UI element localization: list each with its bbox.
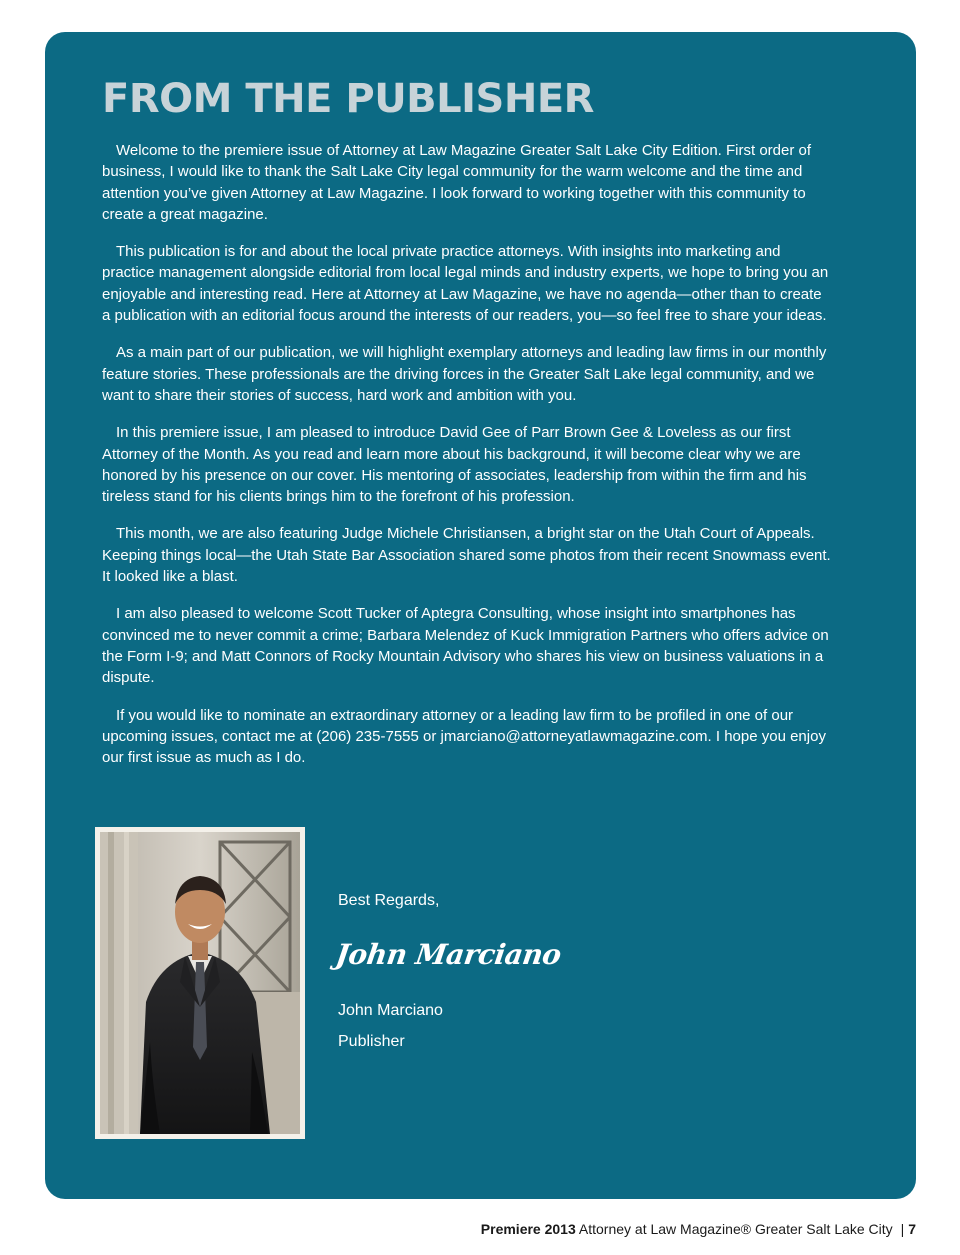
footer-separator: | xyxy=(900,1221,905,1237)
page-title: FROM THE PUBLISHER xyxy=(102,76,594,122)
letter-body xyxy=(102,140,833,784)
publisher-signature: John Marciano xyxy=(333,938,563,971)
publisher-name: John Marciano xyxy=(338,1002,443,1019)
closing-regards: Best Regards, xyxy=(338,892,440,909)
paragraph-features: As a main part of our publication, we will highlight exemplary attorneys and leading law firms in our monthly feature stories. These professionals are the driving forces in the Greater Salt Lake legal community, and we want to share their stories of success, hard work and ambition with you. xyxy=(102,344,827,404)
paragraph-welcome: Welcome to the premiere issue of Attorney at Law Magazine Greater Salt Lake City Edition. First order of business, I would like to thank the Salt Lake City legal community for the warm welcome and the time and attention you’ve given Attorney at Law Magazine. I look forward to working together with this community to create a great magazine. xyxy=(102,142,812,223)
paragraph-this-month: This month, we are also featuring Judge Michele Christiansen, a bright star on the Utah Court of Appeals. Keeping things local—the Utah State Bar Association shared some photos from their recent Snowmass event. It looked like a blast. xyxy=(102,525,831,586)
publisher-portrait-image xyxy=(100,832,300,1134)
publisher-title: Publisher xyxy=(338,1033,405,1050)
footer-magazine: Attorney at Law Magazine® Greater Salt Lake City xyxy=(578,1221,893,1237)
page-footer xyxy=(481,1221,916,1237)
paragraph-publication: This publication is for and about the local private practice attorneys. With insights into marketing and practice management alongside editorial from local legal minds and industry experts, we hope to bring you an enjoyable and interesting read. Here at Attorney at Law Magazine, we have no agenda—other than to create a publication with an editorial focus around the interests of our readers, you—so feel free to share your ideas. xyxy=(102,243,829,325)
publisher-photo xyxy=(95,827,305,1139)
page-number: 7 xyxy=(908,1221,916,1237)
paragraph-premiere: In this premiere issue, I am pleased to introduce David Gee of Parr Brown Gee & Loveless as our first Attorney of the Month. As you read and learn more about his background, it will become clear why we are honored by his presence on our cover. His mentoring of associates, leadership from within the firm and his tireless stand for his clients brings him to the forefront of his profession. xyxy=(102,424,807,506)
footer-issue: Premiere 2013 xyxy=(480,1221,576,1237)
paragraph-nominate: If you would like to nominate an extraordinary attorney or a leading law firm to be profiled in one of our upcoming issues, contact me at (206) 235-7555 or jmarciano@attorneyatlawmagazine.com. I hope you enjoy our first issue as much as I do. xyxy=(102,706,826,767)
paragraph-contributors: I am also pleased to welcome Scott Tucker of Aptegra Consulting, whose insight into smartphones has convinced me to never commit a crime; Barbara Melendez of Kuck Immigration Partners who offers advice on the Form I-9; and Matt Connors of Rocky Mountain Advisory who shares his view on business valuations in a dispute. xyxy=(102,605,829,687)
